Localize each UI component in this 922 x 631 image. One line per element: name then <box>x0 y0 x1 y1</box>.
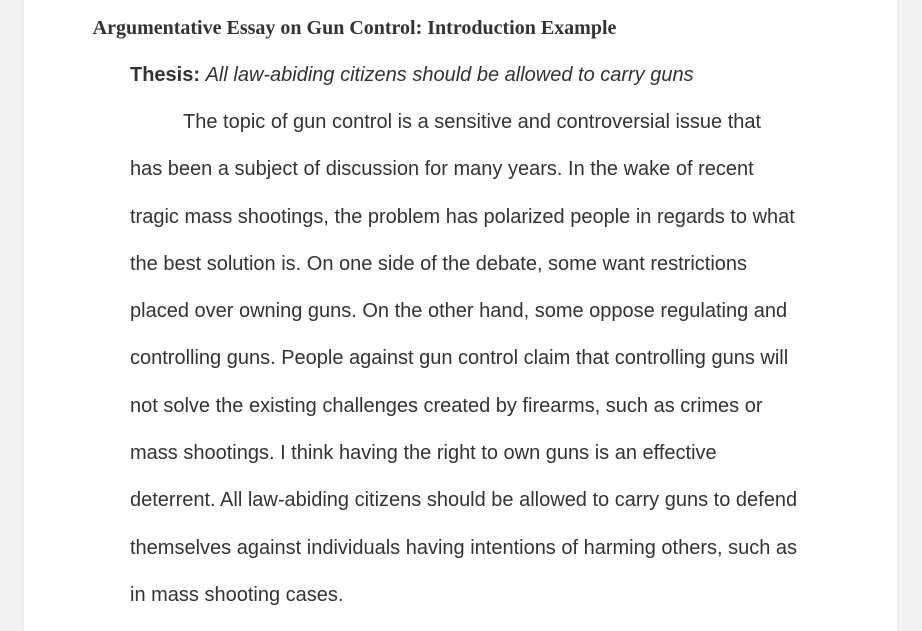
document-page <box>24 0 897 631</box>
essay-title: Argumentative Essay on Gun Control: Introduction Example <box>92 17 617 39</box>
paragraph-line: placed over owning guns. On the other hand, some oppose regulating and <box>130 300 788 323</box>
paragraph-line: has been a subject of discussion for many years. In the wake of recent <box>130 158 754 181</box>
paragraph-line: the best solution is. On one side of the debate, some want restrictions <box>130 252 748 275</box>
thesis-statement <box>130 62 694 88</box>
paragraph-line: themselves against individuals having intentions of harming others, such as <box>130 536 798 559</box>
paragraph-line: tragic mass shootings, the problem has polarized people in regards to what <box>130 205 795 228</box>
thesis-text: All law-abiding citizens should be allowed to carry guns <box>205 64 694 86</box>
paragraph-line: in mass shooting cases. <box>130 583 344 606</box>
introduction-paragraph <box>130 109 820 629</box>
paragraph-line: controlling guns. People against gun control claim that controlling guns will <box>130 347 789 370</box>
paragraph-line: not solve the existing challenges created by firearms, such as crimes or <box>130 394 763 417</box>
paragraph-line: mass shootings. I think having the right to own guns is an effective <box>130 442 717 465</box>
thesis-label: Thesis: <box>130 64 201 86</box>
paragraph-line: deterrent. All law-abiding citizens should be allowed to carry guns to defend <box>130 489 798 512</box>
paragraph-line: The topic of gun control is a sensitive and controversial issue that <box>183 111 762 133</box>
